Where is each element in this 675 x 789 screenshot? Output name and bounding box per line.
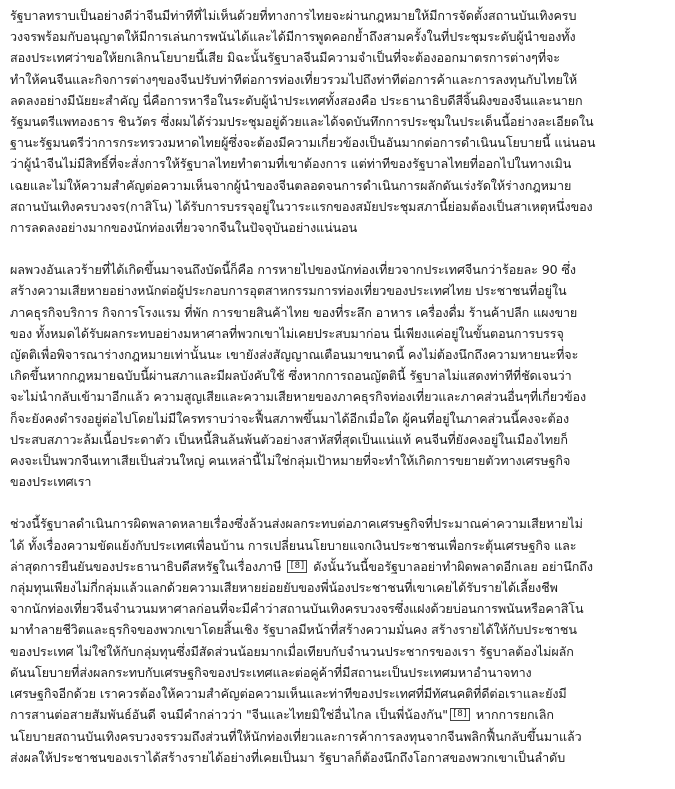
text-line — [10, 683, 668, 704]
text-segment: ฐานะรัฐมนตรีว่าการกระทรวงมหาดไทยผู้ซึ่งจะต้องมีความเกี่ยวข้องเป็นอันมากต่อการดำเนินนโยบายนี้ แน่นอน — [10, 135, 596, 151]
text-line — [10, 153, 668, 174]
citation-marker[interactable]: [8] — [289, 560, 306, 571]
text-segment: ก็จะยังคงดำรงอยู่ต่อไปโดยไม่มีใครทราบว่าจะฟื้นสภาพขึ้นมาได้อีกเมื่อใด ผู้คนที่อยู่ในภาคส่วนนี้คงจะต้อง — [10, 410, 570, 426]
text-line — [10, 641, 668, 662]
text-line — [10, 556, 668, 577]
text-segment: มาทำลายชีวิตและธุรกิจของพวกเขาโดยสิ้นเชิง รัฐบาลมีหน้าที่สร้างความมั่นคง สร้างรายได้ให้กับประชาชน — [10, 622, 577, 638]
text-line — [10, 386, 668, 407]
text-segment: การสานต่อสายสัมพันธ์อันดี จนมีคำกล่าวว่า "จีนและไทยมิใช่อื่นไกล เป็นพี่น้องกัน" — [10, 707, 448, 723]
text-line — [10, 513, 668, 534]
text-segment: ช่วงนี้รัฐบาลดำเนินการผิดพลาดหลายเรื่องซึ่งล้วนส่งผลกระทบต่อภาคเศรษฐกิจที่ประมาณค่าความเสียหายไม่ — [10, 516, 583, 532]
text-line — [10, 704, 668, 725]
text-line — [10, 302, 668, 323]
text-line — [10, 450, 668, 471]
text-line — [10, 111, 668, 132]
text-line — [10, 726, 668, 747]
text-segment: สถานบันเทิงครบวงจร(กาสิโน) ได้รับการบรรจุอยู่ในวาระแรกของสมัยประชุมสภานี้ย่อมต้องเป็นสาเหตุหนึ่งของ — [10, 198, 593, 214]
text-segment: เกิดขึ้นหากกฎหมายฉบับนี้ผ่านสภาและมีผลบังคับใช้ ซึ่งหากการถอนญัตตินี้ รัฐบาลไม่แสดงท่าทีที่ชัดเจนว่า — [10, 368, 572, 384]
text-segment: ลดลงอย่างมีนัยยะสำคัญ นี่คือการหารือในระดับผู้นำประเทศทั้งสองคือ ประธานาธิบดีสีจิ้นผิงของจีนและนายก — [10, 92, 583, 108]
text-segment: ส่งผลให้ประชาชนของเราได้สร้างรายได้อย่างที่เคยเป็นมา รัฐบาลก็ต้องนึกถึงโอกาสของพวกเขาเป็นลำดับ — [10, 749, 566, 765]
text-line — [10, 5, 668, 26]
text-line — [10, 26, 668, 47]
text-segment: ญัตติเพื่อพิจารณาร่างกฎหมายเท่านั้นนะ เขายังส่งสัญญาณเตือนมาขนาดนี้ คงไม่ต้องนึกถึงความหายนะที่จะ — [10, 347, 579, 363]
citation-marker[interactable]: [8] — [451, 709, 468, 720]
text-line — [10, 747, 668, 768]
text-line — [10, 619, 668, 640]
text-segment: ภาคธุรกิจบริการ กิจการโรงแรม ที่พัก การขายสินค้าไทย ของที่ระลึก อาหาร เครื่องดื่ม ร้านค้าปลีก แผงขาย — [10, 304, 578, 320]
text-line — [10, 429, 668, 450]
text-segment: กลุ่มทุนเพียงไม่กี่กลุ่มแล้วแลกด้วยความเสียหายย่อยยับของพี่น้องประชาชนที่เขาเคยได้รับรายได้เลี้ยงชีพ — [10, 580, 558, 596]
text-line — [10, 598, 668, 619]
text-segment: จะไม่นำกลับเข้ามาอีกแล้ว ความสูญเสียและความเสียหายของภาคธุรกิจท่องเที่ยวและภาคส่วนอื่นๆที่เกี่ยวข้อง — [10, 389, 587, 405]
text-line — [10, 535, 668, 556]
text-line — [10, 217, 668, 238]
text-segment: เฉยและไม่ให้ความสำคัญต่อความเห็นจากผู้นำของจีนตลอดจนการดำเนินการผลักดันเร่งรัดให้ร่างกฎหมาย — [10, 177, 572, 193]
paragraph-2 — [10, 259, 668, 492]
text-segment: หากการยกเลิก — [471, 707, 554, 723]
text-segment: ผลพวงอันเลวร้ายที่ได้เกิดขึ้นมาจนถึงบัดนี้ก็คือ การหายไปของนักท่องเที่ยวจากประเทศจีนกว่าร้อยละ 90 ซึ่ง — [10, 262, 576, 278]
text-segment: ของประเทศเรา — [10, 474, 92, 490]
text-line — [10, 196, 668, 217]
text-segment: เศรษฐกิจอีกด้วย เราควรต้องให้ความสำคัญต่อความเห็นและท่าทีของประเทศที่มีทัศนคติที่ดีต่อเราและยังมี — [10, 686, 567, 702]
text-segment: ดันนโยบายที่ส่งผลกระทบกับเศรษฐกิจของประเทศและต่อคู่ค้าที่มีสถานะเป็นประเทศมหาอำนาจทาง — [10, 664, 532, 680]
text-line — [10, 408, 668, 429]
text-line — [10, 69, 668, 90]
text-line — [10, 280, 668, 301]
text-segment: วงจรพร้อมกับอนุญาตให้มีการเล่นการพนันได้และได้มีการพูดคอกย้ำถึงสามครั้งในที่ประชุมระดับผู้นำของทั้ง — [10, 29, 576, 45]
text-segment: รัฐมนตรีแพทองธาร ชินวัตร ซึ่งผมได้ร่วมประชุมอยู่ด้วยและได้จดบันทึกการประชุมในประเด็นนี้อย่างละเอียดใน — [10, 114, 594, 130]
paragraph-3 — [10, 513, 668, 767]
text-line — [10, 344, 668, 365]
text-segment: ได้ ทั้งเรื่องความขัดแย้งกับประเทศเพื่อนบ้าน การเปลี่ยนนโยบายแจกเงินประชาชนเพื่อกระตุ้นเศรษฐกิจ และ — [10, 537, 577, 553]
text-segment: รัฐบาลทราบเป็นอย่างดีว่าจีนมีท่าทีที่ไม่เห็นด้วยที่ทางการไทยจะผ่านกฎหมายให้มีการจัดตั้งสถานบันเทิงครบ — [10, 8, 577, 23]
text-line — [10, 471, 668, 492]
text-segment: ล่าสุดการยืนยันของประธานาธิบดีสหรัฐในเรื่องภาษี — [10, 558, 286, 574]
text-segment: จากนักท่องเที่ยวจีนจำนวนมหาศาลก่อนที่จะมีคำว่าสถานบันเทิงครบวงจรซึ่งแฝงด้วยบ่อนการพนันหรือคาสิโน — [10, 601, 584, 617]
text-segment: ทำให้คนจีนและกิจการต่างๆของจีนปรับท่าทีต่อการท่องเที่ยวรวมไปถึงท่าทีต่อการค้าและการลงทุนกับไทยให้ — [10, 71, 578, 87]
text-segment: สองประเทศว่าขอให้ยกเลิกนโยบายนี้เสีย มิฉะนั้นรัฐบาลจีนมีความจำเป็นที่จะต้องออกมาตรการต่างๆที่จะ — [10, 50, 560, 66]
text-line — [10, 175, 668, 196]
paragraph-1 — [10, 5, 668, 238]
text-line — [10, 47, 668, 68]
text-segment: ดังนั้นวันนี้ขอรัฐบาลอย่าทำผิดพลาดอีกเลย อย่านึกถึง — [309, 558, 593, 574]
text-line — [10, 577, 668, 598]
text-segment: การลดลงอย่างมากของนักท่องเที่ยวจากจีนในปัจจุบันอย่างแน่นอน — [10, 220, 358, 236]
text-line — [10, 132, 668, 153]
text-line — [10, 90, 668, 111]
text-line — [10, 662, 668, 683]
text-line — [10, 259, 668, 280]
text-line — [10, 323, 668, 344]
text-segment: ของ ทั้งหมดได้รับผลกระทบอย่างมหาศาลที่พวกเขาไม่เคยประสบมาก่อน นี่เพียงแค่อยู่ในขั้นตอนการบรรจุ — [10, 325, 564, 341]
text-segment: นโยบายสถานบันเทิงครบวงจรรวมถึงส่วนที่ให้นักท่องเที่ยวและการค้าการลงทุนจากจีนพลิกฟื้นกลับขึ้นมาแล้ว — [10, 728, 582, 744]
text-segment: ของประเทศ ไม่ใช่ให้กับกลุ่มทุนซึ่งมีสัดส่วนน้อยมากเมื่อเทียบกับจำนวนประชากรของเรา รัฐบาลต้องไม่ผลัก — [10, 643, 574, 659]
article-body — [10, 5, 668, 789]
text-line — [10, 365, 668, 386]
text-segment: สร้างความเสียหายอย่างหนักต่อผู้ประกอบการอุตสาหกรรมการท่องเที่ยวของประเทศไทย ประชาชนที่อยู่ใน — [10, 283, 567, 299]
text-segment: ประสบสภาวะล้มเนื้อประดาตัว เป็นหนี้สินล้นพ้นตัวอย่างสาหัสที่สุดเป็นแน่แท้ คนจีนที่ยังคงอยู่ในเมืองไทยก็ — [10, 431, 568, 447]
text-segment: คงจะเป็นพวกจีนเทาเสียเป็นส่วนใหญ่ คนเหล่านี้ไม่ใช่กลุ่มเป้าหมายที่จะทำให้เกิดการขยายตัวทางเศรษฐกิจ — [10, 453, 571, 469]
text-segment: ว่าผู้นำจีนไม่มีสิทธิ์ที่จะสั่งการให้รัฐบาลไทยทำตามที่เขาต้องการ แต่ท่าทีของรัฐบาลไทยที่ออกไปในทางเมิน — [10, 156, 572, 172]
